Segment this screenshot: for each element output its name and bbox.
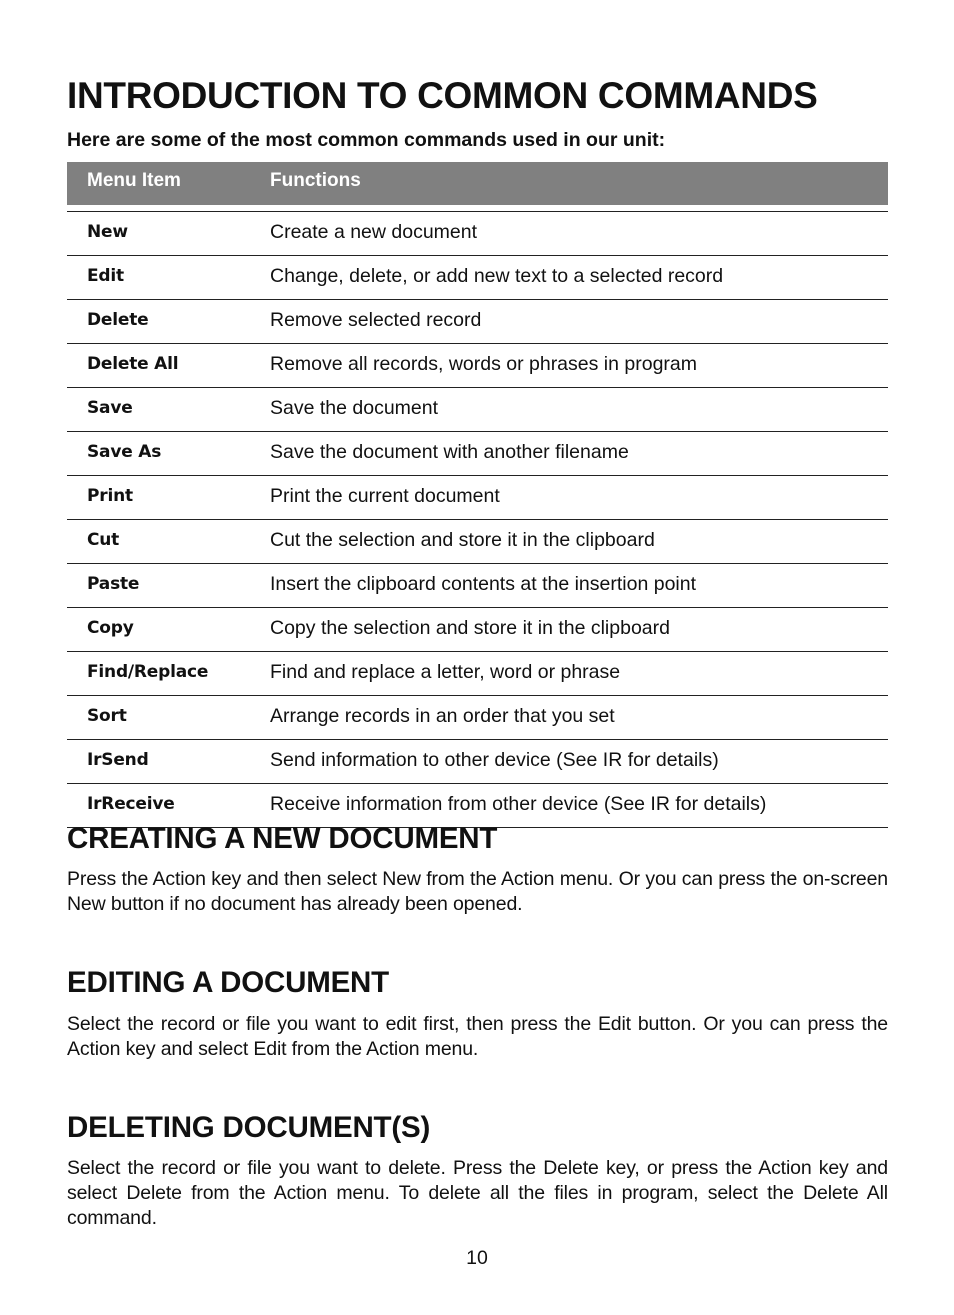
table-row <box>67 784 888 828</box>
function-cell: Print the current document <box>270 476 888 520</box>
page-title: INTRODUCTION TO COMMON COMMANDS <box>67 75 818 116</box>
table-row <box>67 520 888 564</box>
menu-item-cell: Save <box>67 388 270 432</box>
table-row <box>67 388 888 432</box>
function-cell: Copy the selection and store it in the clipboard <box>270 608 888 652</box>
function-cell: Insert the clipboard contents at the insertion point <box>270 564 888 608</box>
function-cell: Remove all records, words or phrases in program <box>270 344 888 388</box>
function-cell: Save the document with another filename <box>270 432 888 476</box>
function-cell: Receive information from other device (See IR for details) <box>270 784 888 828</box>
menu-item-cell: Paste <box>67 564 270 608</box>
section-body-editing: Select the record or file you want to edit first, then press the Edit button. Or you can press the Action key and select Edit from the Action menu. <box>67 1013 888 1060</box>
column-header-menu-item: Menu Item <box>87 170 181 191</box>
commands-table <box>67 162 888 828</box>
section-heading-deleting: DELETING DOCUMENT(S) <box>67 1111 431 1144</box>
table-row <box>67 608 888 652</box>
table-row <box>67 564 888 608</box>
menu-item-cell: Find/Replace <box>67 652 270 696</box>
table-row <box>67 300 888 344</box>
page-number: 10 <box>466 1247 488 1269</box>
function-cell: Save the document <box>270 388 888 432</box>
section-heading-creating: CREATING A NEW DOCUMENT <box>67 822 498 855</box>
function-cell: Change, delete, or add new text to a selected record <box>270 256 888 300</box>
menu-item-cell: Delete <box>67 300 270 344</box>
table-row <box>67 212 888 256</box>
function-cell: Remove selected record <box>270 300 888 344</box>
function-cell: Cut the selection and store it in the clipboard <box>270 520 888 564</box>
table-row <box>67 432 888 476</box>
menu-item-cell: Cut <box>67 520 270 564</box>
table-row <box>67 652 888 696</box>
menu-item-cell: Sort <box>67 696 270 740</box>
menu-item-cell: New <box>67 212 270 256</box>
function-cell: Create a new document <box>270 212 888 256</box>
column-header-functions: Functions <box>270 170 361 191</box>
function-cell: Find and replace a letter, word or phrase <box>270 652 888 696</box>
menu-item-cell: IrReceive <box>67 784 270 828</box>
table-header-row <box>67 162 888 205</box>
section-body-creating: Press the Action key and then select New from the Action menu. Or you can press the on-screen New button if no document has already been opened. <box>67 868 888 915</box>
menu-item-cell: Delete All <box>67 344 270 388</box>
menu-item-cell: Save As <box>67 432 270 476</box>
section-body-deleting: Select the record or file you want to delete. Press the Delete key, or press the Action key and select Delete from the Action menu. To delete all the files in program, select the Delete All command. <box>67 1157 888 1229</box>
table-row <box>67 740 888 784</box>
function-cell: Arrange records in an order that you set <box>270 696 888 740</box>
menu-item-cell: Edit <box>67 256 270 300</box>
table-row <box>67 256 888 300</box>
menu-item-cell: Print <box>67 476 270 520</box>
intro-text: Here are some of the most common commands used in our unit: <box>67 129 666 151</box>
table-row <box>67 476 888 520</box>
menu-item-cell: IrSend <box>67 740 270 784</box>
section-heading-editing: EDITING A DOCUMENT <box>67 966 389 999</box>
table-row <box>67 696 888 740</box>
menu-item-cell: Copy <box>67 608 270 652</box>
function-cell: Send information to other device (See IR for details) <box>270 740 888 784</box>
table-row <box>67 344 888 388</box>
